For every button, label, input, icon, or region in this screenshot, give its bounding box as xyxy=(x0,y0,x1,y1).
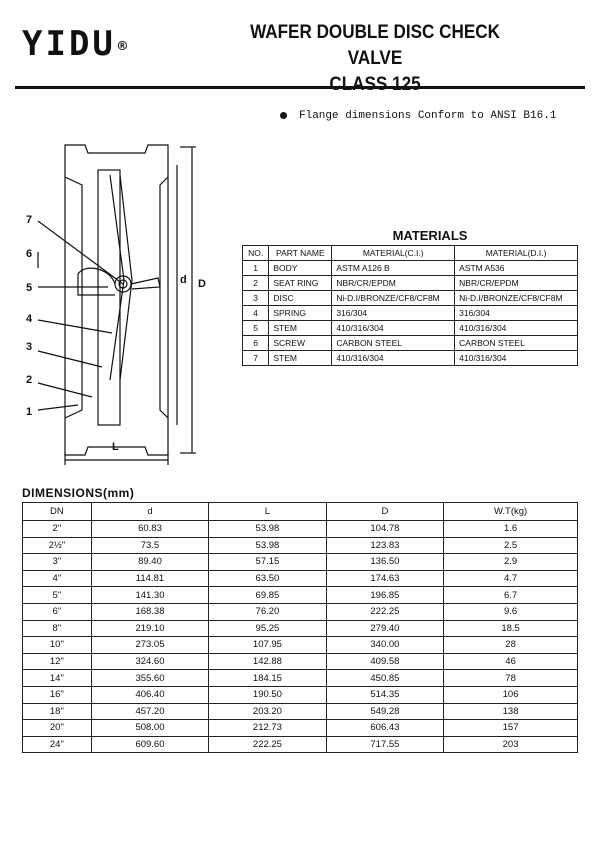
dimensions-cell: 12" xyxy=(23,653,92,670)
dimensions-cell: 219.10 xyxy=(91,620,208,637)
header-divider xyxy=(15,86,585,89)
materials-cell: 1 xyxy=(243,261,269,276)
dimensions-cell: 95.25 xyxy=(209,620,326,637)
materials-cell: ASTM A536 xyxy=(455,261,578,276)
materials-header-no: NO. xyxy=(243,246,269,261)
dimensions-header-D: D xyxy=(326,503,443,521)
part-label-6: 6 xyxy=(26,248,33,260)
dimensions-cell: 138 xyxy=(444,703,578,720)
registered-mark: ® xyxy=(117,36,127,55)
table-row xyxy=(23,603,578,620)
table-row xyxy=(23,653,578,670)
materials-cell: 316/304 xyxy=(332,306,455,321)
materials-cell: NBR/CR/EPDM xyxy=(455,276,578,291)
dimensions-cell: 9.6 xyxy=(444,603,578,620)
table-row xyxy=(23,637,578,654)
materials-cell: DISC xyxy=(269,291,332,306)
table-row xyxy=(23,587,578,604)
flange-note-text: Flange dimensions Conform to ANSI B16.1 xyxy=(299,110,557,122)
dimensions-cell: 89.40 xyxy=(91,554,208,571)
dimensions-cell: 1.6 xyxy=(444,521,578,538)
dimensions-cell: 157 xyxy=(444,720,578,737)
dimensions-cell: 717.55 xyxy=(326,736,443,753)
materials-cell: SPRING xyxy=(269,306,332,321)
dimensions-cell: 107.95 xyxy=(209,637,326,654)
materials-cell: 410/316/304 xyxy=(455,321,578,336)
dimensions-header-dn: DN xyxy=(23,503,92,521)
dim-label-L: L xyxy=(112,441,119,453)
dimensions-header-row xyxy=(23,503,578,521)
materials-cell: CARBON STEEL xyxy=(455,336,578,351)
dimensions-cell: 340.00 xyxy=(326,637,443,654)
dimensions-cell: 104.78 xyxy=(326,521,443,538)
table-row xyxy=(243,291,578,306)
dimensions-cell: 6" xyxy=(23,603,92,620)
dimensions-cell: 136.50 xyxy=(326,554,443,571)
dimensions-cell: 4" xyxy=(23,570,92,587)
table-row xyxy=(243,336,578,351)
dimensions-cell: 69.85 xyxy=(209,587,326,604)
table-row xyxy=(23,554,578,571)
dimensions-cell: 28 xyxy=(444,637,578,654)
materials-cell: Ni-D.I/BRONZE/CF8/CF8M xyxy=(332,291,455,306)
dimensions-cell: 450.85 xyxy=(326,670,443,687)
dimensions-cell: 190.50 xyxy=(209,686,326,703)
dimensions-cell: 106 xyxy=(444,686,578,703)
dimensions-cell: 6.7 xyxy=(444,587,578,604)
materials-cell: 410/316/304 xyxy=(332,351,455,366)
dimensions-cell: 279.40 xyxy=(326,620,443,637)
dimensions-cell: 273.05 xyxy=(91,637,208,654)
dimensions-cell: 53.98 xyxy=(209,521,326,538)
table-row xyxy=(23,570,578,587)
dimensions-cell: 168.38 xyxy=(91,603,208,620)
table-row xyxy=(23,670,578,687)
dimensions-cell: 174.63 xyxy=(326,570,443,587)
materials-cell: SCREW xyxy=(269,336,332,351)
dimensions-header-d: d xyxy=(91,503,208,521)
dimensions-cell: 73.5 xyxy=(91,537,208,554)
table-row xyxy=(243,351,578,366)
title-line-1: WAFER DOUBLE DISC CHECK VALVE xyxy=(250,22,500,69)
dimensions-table xyxy=(22,502,578,753)
materials-cell: 410/316/304 xyxy=(332,321,455,336)
dimensions-cell: 184.15 xyxy=(209,670,326,687)
dimensions-cell: 2½" xyxy=(23,537,92,554)
part-label-4: 4 xyxy=(26,313,33,325)
table-row xyxy=(243,261,578,276)
dimensions-cell: 5" xyxy=(23,587,92,604)
dimensions-cell: 196.85 xyxy=(326,587,443,604)
materials-cell: Ni-D.I/BRONZE/CF8/CF8M xyxy=(455,291,578,306)
materials-cell: ASTM A126 B xyxy=(332,261,455,276)
materials-cell: STEM xyxy=(269,351,332,366)
dimensions-cell: 18.5 xyxy=(444,620,578,637)
dimensions-cell: 114.81 xyxy=(91,570,208,587)
dimensions-cell: 606.43 xyxy=(326,720,443,737)
dimensions-title: DIMENSIONS(mm) xyxy=(22,486,135,500)
dimensions-cell: 53.98 xyxy=(209,537,326,554)
materials-header-di: MATERIAL(D.I.) xyxy=(455,246,578,261)
table-row xyxy=(23,703,578,720)
materials-cell: 410/316/304 xyxy=(455,351,578,366)
part-label-2: 2 xyxy=(26,374,33,386)
dimensions-cell: 20" xyxy=(23,720,92,737)
dimensions-cell: 141.30 xyxy=(91,587,208,604)
part-label-7: 7 xyxy=(26,214,33,226)
dimensions-cell: 63.50 xyxy=(209,570,326,587)
brand-name: YIDU xyxy=(22,24,116,64)
table-row xyxy=(23,720,578,737)
materials-cell: 2 xyxy=(243,276,269,291)
dimensions-cell: 514.35 xyxy=(326,686,443,703)
dimensions-cell: 409.58 xyxy=(326,653,443,670)
dimensions-cell: 123.83 xyxy=(326,537,443,554)
part-label-3: 3 xyxy=(26,341,33,353)
materials-cell: 6 xyxy=(243,336,269,351)
dimensions-cell: 222.25 xyxy=(326,603,443,620)
table-row xyxy=(243,306,578,321)
dimensions-cell: 14" xyxy=(23,670,92,687)
dimensions-cell: 203.20 xyxy=(209,703,326,720)
valve-drawing xyxy=(20,135,230,465)
materials-cell: 5 xyxy=(243,321,269,336)
dimensions-cell: 10" xyxy=(23,637,92,654)
dimensions-cell: 24" xyxy=(23,736,92,753)
dimensions-header-weight: W.T(kg) xyxy=(444,503,578,521)
materials-cell: SEAT RING xyxy=(269,276,332,291)
dim-label-D: D xyxy=(198,278,206,290)
dimensions-cell: 406.40 xyxy=(91,686,208,703)
dimensions-cell: 2" xyxy=(23,521,92,538)
dimensions-cell: 78 xyxy=(444,670,578,687)
dimensions-cell: 3" xyxy=(23,554,92,571)
materials-cell: 7 xyxy=(243,351,269,366)
dimensions-cell: 4.7 xyxy=(444,570,578,587)
dimensions-cell: 508.00 xyxy=(91,720,208,737)
materials-cell: NBR/CR/EPDM xyxy=(332,276,455,291)
dimensions-cell: 355.60 xyxy=(91,670,208,687)
dimensions-header-l: L xyxy=(209,503,326,521)
materials-header-row xyxy=(243,246,578,261)
dimensions-cell: 16" xyxy=(23,686,92,703)
materials-title: MATERIALS xyxy=(392,228,468,243)
materials-table xyxy=(242,245,578,366)
dimensions-cell: 222.25 xyxy=(209,736,326,753)
table-row xyxy=(23,521,578,538)
materials-cell: CARBON STEEL xyxy=(332,336,455,351)
title-line-2: CLASS 125 xyxy=(329,74,421,95)
dimensions-cell: 324.60 xyxy=(91,653,208,670)
materials-cell: 3 xyxy=(243,291,269,306)
dimensions-cell: 203 xyxy=(444,736,578,753)
table-row xyxy=(23,736,578,753)
table-row xyxy=(23,537,578,554)
table-row xyxy=(23,686,578,703)
dimensions-cell: 2.9 xyxy=(444,554,578,571)
materials-cell: 316/304 xyxy=(455,306,578,321)
dimensions-cell: 8" xyxy=(23,620,92,637)
dimensions-cell: 2.5 xyxy=(444,537,578,554)
table-row xyxy=(243,276,578,291)
bullet-icon xyxy=(280,112,287,119)
table-row xyxy=(243,321,578,336)
dimensions-cell: 76.20 xyxy=(209,603,326,620)
materials-header-ci: MATERIAL(C.I.) xyxy=(332,246,455,261)
brand-logo xyxy=(22,24,127,64)
dimensions-cell: 142.88 xyxy=(209,653,326,670)
dimensions-cell: 457.20 xyxy=(91,703,208,720)
dimensions-cell: 46 xyxy=(444,653,578,670)
materials-cell: BODY xyxy=(269,261,332,276)
dimensions-cell: 18" xyxy=(23,703,92,720)
dim-label-d: d xyxy=(180,274,187,286)
flange-note xyxy=(280,110,556,122)
dimensions-cell: 60.83 xyxy=(91,521,208,538)
dimensions-cell: 212.73 xyxy=(209,720,326,737)
materials-cell: STEM xyxy=(269,321,332,336)
materials-cell: 4 xyxy=(243,306,269,321)
materials-header-part: PART NAME xyxy=(269,246,332,261)
part-label-5: 5 xyxy=(26,282,33,294)
dimensions-cell: 57.15 xyxy=(209,554,326,571)
dimensions-cell: 549.28 xyxy=(326,703,443,720)
dimensions-cell: 609.60 xyxy=(91,736,208,753)
part-label-1: 1 xyxy=(26,406,33,418)
table-row xyxy=(23,620,578,637)
